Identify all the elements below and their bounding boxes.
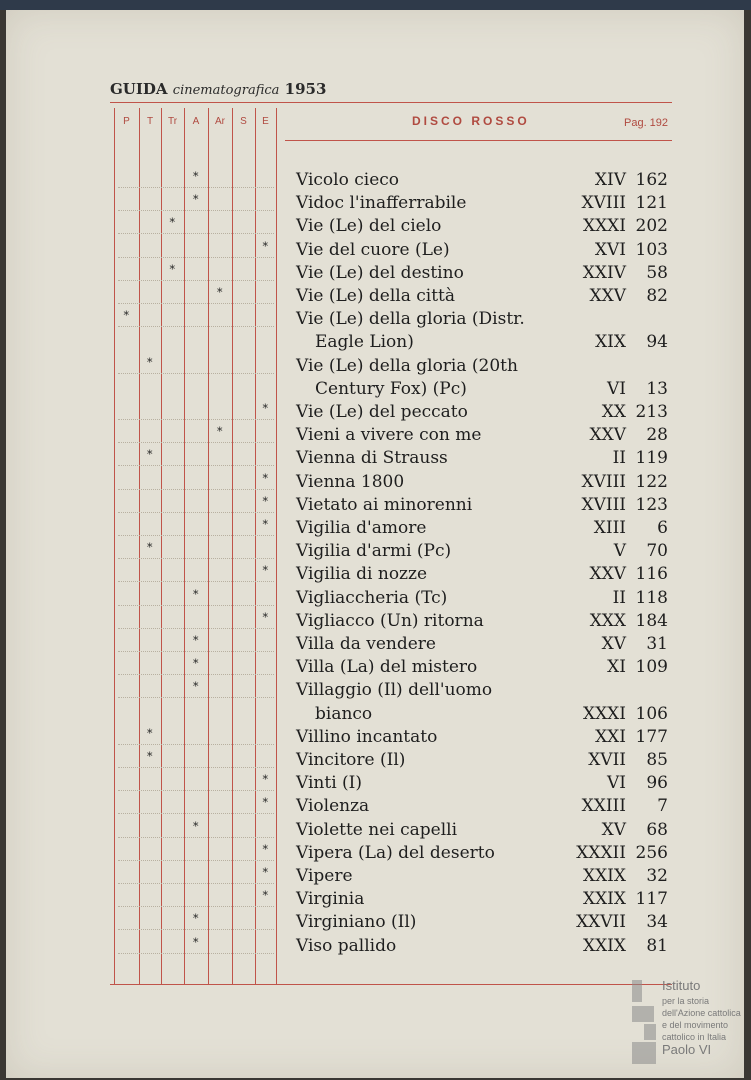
page-ref: 28 — [646, 425, 668, 446]
row-leader — [118, 187, 274, 188]
film-title: Virginiano (Il) — [296, 912, 417, 933]
volume-number: II — [612, 448, 626, 469]
film-entry — [0, 564, 751, 587]
volume-number: XVI — [594, 239, 626, 260]
rating-mark: * — [193, 634, 199, 647]
row-leader — [118, 558, 274, 559]
volume-number: XXV — [589, 564, 626, 585]
volume-number: XXV — [589, 286, 626, 306]
film-entry — [0, 796, 751, 819]
film-entry — [0, 750, 751, 773]
volume-number: XVII — [588, 750, 626, 770]
row-leader — [118, 929, 274, 930]
row-leader — [118, 489, 274, 490]
film-entry — [0, 309, 751, 353]
film-title: Vigliacco (Un) ritorna — [296, 610, 484, 631]
volume-number: XXXII — [576, 842, 626, 863]
rating-mark: * — [262, 773, 268, 787]
column-header: Ar — [215, 116, 225, 127]
film-title: Villa (La) del mistero — [296, 657, 478, 678]
row-leader — [118, 790, 274, 791]
row-leader — [118, 837, 274, 838]
volume-number: XVIII — [581, 494, 626, 515]
page-ref: 106 — [635, 703, 668, 724]
film-entry — [0, 472, 751, 495]
volume-number: XXIX — [582, 889, 626, 910]
film-title: Villaggio (Il) dell'uomo — [296, 680, 493, 701]
film-entry — [0, 820, 751, 843]
page-ref: 34 — [646, 912, 668, 933]
volume-number: XXIX — [582, 866, 626, 886]
row-leader — [118, 303, 274, 304]
row-leader — [118, 280, 274, 281]
film-entry — [0, 588, 751, 611]
row-leader — [118, 442, 274, 443]
rating-mark: * — [169, 216, 175, 230]
film-entry — [0, 216, 751, 239]
page-ref: 122 — [635, 471, 668, 492]
page-ref: 184 — [635, 610, 668, 631]
film-title-cont: bianco — [315, 703, 373, 724]
logo-block — [632, 1042, 656, 1064]
film-title: Vie (Le) della città — [296, 286, 456, 306]
film-title: Vie del cuore (Le) — [296, 239, 450, 260]
header-cinema: cinematografica — [172, 83, 280, 98]
film-entry — [0, 611, 751, 634]
film-title: Vie (Le) del destino — [296, 262, 464, 283]
page-ref: 162 — [635, 170, 668, 190]
rating-mark: * — [217, 425, 223, 439]
film-title: Vipere — [296, 866, 353, 886]
film-title: Vigliaccheria (Tc) — [296, 587, 448, 608]
film-entry — [0, 448, 751, 471]
rating-mark: * — [147, 355, 153, 369]
film-entry — [0, 263, 751, 286]
volume-number: XX — [601, 402, 626, 422]
volume-number: XV — [601, 819, 626, 840]
logo-line: e del movimento — [662, 1020, 729, 1030]
film-title-cont: Century Fox) (Pc) — [315, 378, 467, 399]
rating-mark: * — [262, 239, 268, 253]
logo-block — [632, 1006, 654, 1022]
volume-number: XIX — [595, 332, 626, 353]
rating-mark: * — [262, 402, 268, 415]
column-header: E — [262, 116, 269, 127]
row-leader — [118, 257, 274, 258]
row-leader — [118, 628, 274, 629]
header-year: 1953 — [284, 80, 327, 98]
page-ref: 96 — [646, 773, 668, 794]
volume-number: XXXI — [582, 216, 626, 237]
page-ref: 58 — [646, 262, 668, 283]
rating-mark: * — [262, 842, 268, 856]
volume-number: XXVII — [576, 912, 626, 933]
rule-bottom — [110, 984, 672, 985]
volume-number: II — [612, 587, 626, 608]
page-ref: 68 — [646, 819, 668, 840]
rating-mark: * — [147, 541, 153, 555]
page-ref: 31 — [646, 634, 668, 654]
rating-mark: * — [193, 170, 199, 183]
film-title: Villa da vendere — [296, 634, 436, 654]
page-ref: 109 — [635, 657, 668, 678]
page-ref: 13 — [646, 378, 668, 399]
logo-line: per la storia — [662, 996, 710, 1006]
volume-number: XVIII — [581, 193, 626, 214]
film-entry — [0, 425, 751, 448]
film-entry — [0, 773, 751, 796]
volume-number: XXX — [589, 610, 626, 631]
film-title: Viso pallido — [296, 935, 397, 956]
page-ref: 7 — [657, 796, 668, 817]
row-leader — [118, 813, 274, 814]
page-ref: 118 — [635, 587, 668, 608]
rating-mark: * — [193, 193, 199, 207]
logo-line: dell'Azione cattolica — [662, 1008, 741, 1018]
film-entry — [0, 402, 751, 425]
row-leader — [118, 512, 274, 513]
row-leader — [118, 605, 274, 606]
film-title: Vie (Le) della gloria (20th — [296, 355, 518, 376]
film-title: Vincitore (Il) — [296, 750, 406, 770]
film-title: Vigilia d'armi (Pc) — [296, 541, 452, 562]
rating-mark: * — [123, 309, 129, 323]
row-leader — [118, 744, 274, 745]
film-entry — [0, 889, 751, 912]
column-header: A — [192, 116, 200, 127]
column-header: P — [123, 116, 130, 127]
rating-mark: * — [147, 726, 153, 740]
film-title: Vie (Le) del peccato — [296, 402, 468, 422]
page-number: Pag. 192 — [624, 117, 669, 129]
film-title-cont: Eagle Lion) — [315, 332, 414, 353]
page-ref: 81 — [646, 935, 668, 956]
volume-number: XXXI — [582, 703, 626, 724]
rating-mark: * — [217, 286, 223, 299]
volume-number: XXIII — [581, 796, 626, 817]
film-entry — [0, 912, 751, 935]
film-title: Vieni a vivere con me — [296, 425, 482, 446]
row-leader — [118, 860, 274, 861]
row-leader — [118, 697, 274, 698]
header-guida: GUIDA — [110, 80, 168, 98]
film-entry — [0, 680, 751, 724]
page-ref: 6 — [657, 518, 668, 538]
logo-block — [632, 980, 642, 1002]
row-leader — [118, 535, 274, 536]
film-title: Vienna di Strauss — [296, 448, 448, 469]
rating-mark: * — [193, 935, 199, 949]
rating-mark: * — [262, 610, 268, 624]
film-title: Violette nei capelli — [296, 819, 458, 840]
page-ref: 119 — [635, 448, 668, 469]
rating-mark: * — [262, 494, 268, 508]
rating-mark: * — [262, 866, 268, 879]
volume-number: XV — [601, 634, 626, 654]
film-title: Vie (Le) del cielo — [296, 216, 442, 237]
film-title: Vinti (I) — [296, 773, 363, 794]
film-entry — [0, 634, 751, 657]
film-title: Vidoc l'inafferrabile — [296, 193, 467, 214]
film-title: Vigilia di nozze — [296, 564, 428, 585]
volume-number: XXI — [595, 726, 626, 747]
row-leader — [118, 326, 274, 327]
film-entry — [0, 541, 751, 564]
page-ref: 116 — [635, 564, 668, 585]
rating-mark: * — [193, 912, 199, 926]
page-ref: 202 — [635, 216, 668, 237]
row-leader — [118, 953, 274, 954]
film-title: Violenza — [296, 796, 370, 817]
rating-mark: * — [193, 657, 199, 671]
film-entry — [0, 518, 751, 541]
rating-mark: * — [169, 262, 175, 276]
row-leader — [118, 465, 274, 466]
film-entry — [0, 240, 751, 263]
film-title: Vie (Le) della gloria (Distr. — [296, 309, 525, 330]
rating-mark: * — [193, 680, 199, 694]
rating-mark: * — [147, 750, 153, 763]
film-title: Vienna 1800 — [296, 471, 405, 492]
rating-mark: * — [262, 471, 268, 485]
page-ref: 70 — [646, 541, 668, 562]
film-title: Virginia — [296, 889, 365, 910]
film-entry — [0, 170, 751, 193]
film-title: Vietato ai minorenni — [296, 494, 473, 515]
volume-number: XIV — [594, 170, 626, 190]
film-entry — [0, 657, 751, 680]
film-entry — [0, 843, 751, 866]
row-leader — [118, 674, 274, 675]
row-leader — [118, 581, 274, 582]
volume-number: XVIII — [581, 471, 626, 492]
rating-mark: * — [193, 587, 199, 601]
rating-mark: * — [193, 819, 199, 833]
row-leader — [118, 210, 274, 211]
film-entry — [0, 936, 751, 959]
volume-number: XIII — [593, 518, 626, 538]
page-ref: 177 — [635, 726, 668, 747]
page-ref: 94 — [646, 332, 668, 353]
film-title: Vicolo cieco — [296, 170, 400, 190]
page-ref: 213 — [635, 402, 668, 422]
volume-number: XXIX — [582, 935, 626, 956]
volume-number: V — [613, 541, 626, 562]
page-ref: 117 — [635, 889, 668, 910]
rating-mark: * — [262, 889, 268, 903]
rule-top — [110, 102, 672, 103]
film-entry — [0, 495, 751, 518]
film-entry — [0, 286, 751, 309]
page-header — [110, 80, 326, 98]
page-ref: 82 — [646, 286, 668, 306]
row-leader — [118, 373, 274, 374]
film-entry — [0, 866, 751, 889]
page-ref: 121 — [635, 193, 668, 214]
rating-mark: * — [262, 518, 268, 531]
rating-mark: * — [262, 564, 268, 578]
film-title: Villino incantato — [296, 726, 438, 747]
row-leader — [118, 419, 274, 420]
page-ref: 32 — [646, 866, 668, 886]
logo-block — [644, 1024, 656, 1040]
logo-line: Istituto — [662, 978, 701, 993]
row-leader — [118, 767, 274, 768]
column-header: Tr — [167, 116, 178, 127]
volume-number: XI — [607, 657, 626, 678]
volume-number: XXIV — [582, 262, 626, 283]
film-title: Vipera (La) del deserto — [296, 842, 495, 863]
rule-header — [285, 140, 672, 141]
row-leader — [118, 906, 274, 907]
isacem-logo — [630, 980, 740, 1070]
row-leader — [118, 233, 274, 234]
rating-mark: * — [262, 796, 268, 810]
rating-mark: * — [147, 448, 153, 462]
row-leader — [118, 883, 274, 884]
column-header: T — [146, 116, 154, 127]
page-ref: 256 — [635, 842, 668, 863]
column-header: S — [240, 116, 247, 127]
page-ref: 103 — [635, 239, 668, 260]
film-entry — [0, 355, 751, 399]
film-entry — [0, 727, 751, 750]
volume-number: VI — [607, 378, 626, 399]
logo-line: cattolico in Italia — [662, 1032, 727, 1042]
logo-line: Paolo VI — [662, 1042, 712, 1057]
page-ref: 123 — [635, 494, 668, 515]
section-title: DISCO ROSSO — [412, 114, 530, 128]
row-leader — [118, 651, 274, 652]
film-entry — [0, 193, 751, 216]
top-edge — [0, 0, 751, 10]
page-ref: 85 — [646, 750, 668, 770]
volume-number: VI — [607, 773, 626, 794]
film-title: Vigilia d'amore — [296, 518, 427, 538]
volume-number: XXV — [589, 425, 626, 446]
